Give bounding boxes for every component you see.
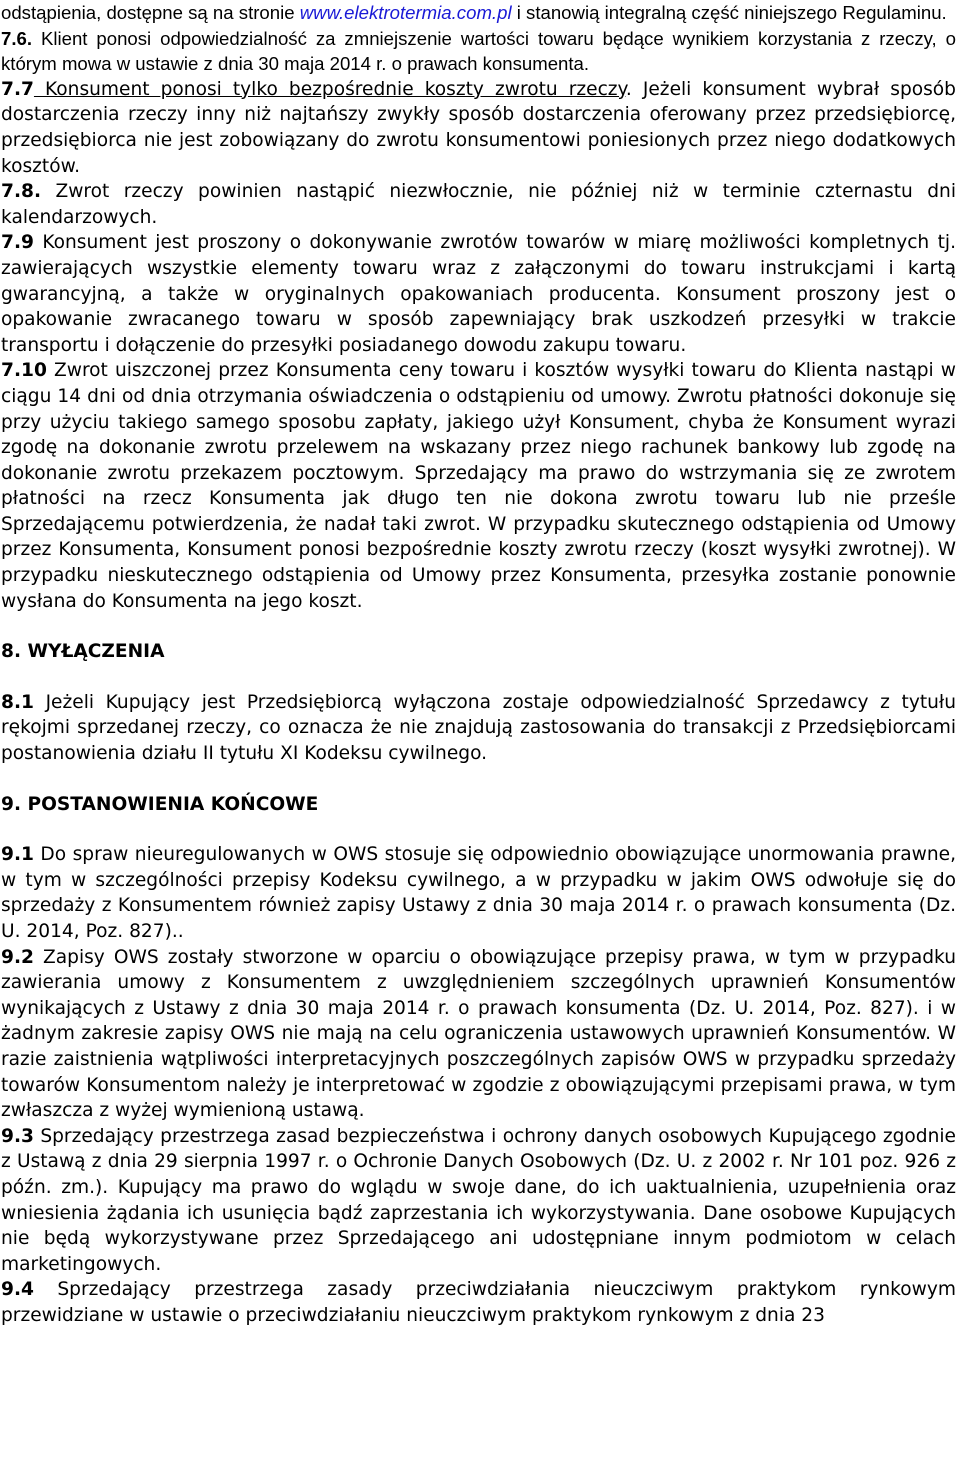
section-number-7-8: 7.8. xyxy=(1,181,42,203)
intro-text-before: odstąpienia, dostępne są na stronie xyxy=(1,2,300,23)
paragraph-9-1 xyxy=(1,842,956,944)
section-heading-8: 8. WYŁĄCZENIA xyxy=(1,641,165,663)
section-number-9-2: 9.2 xyxy=(1,946,34,968)
section-number-9-4: 9.4 xyxy=(1,1279,34,1301)
paragraph-9-4 xyxy=(1,1277,956,1328)
paragraph-9-4-text: Sprzedający przestrzega zasady przeciwdziałania nieuczciwym praktykom rynkowym przewidziane w ustawie o przeciwdziałaniu nieuczciwym praktykom rynkowym z dnia 23 xyxy=(1,1279,956,1326)
section-heading-9: 9. POSTANOWIENIA KOŃCOWE xyxy=(1,793,319,815)
paragraph-7-10 xyxy=(1,358,956,614)
paragraph-7-9-text: Konsument jest proszony o dokonywanie zwrotów towarów w miarę możliwości kompletnych tj. zawierających wszystkie elementy towaru wraz z załączonymi do towaru instrukcjami i kartą gwarancyjną, a także w oryginalnych opakowaniach producenta. Konsument proszony jest o opakowanie zwracanego towaru w sposób zapewniający brak uszkodzeń przesyłki w trakcie transportu i dołączenie do przesyłki posiadanego dowodu zakupu towaru. xyxy=(1,232,956,356)
paragraph-9-1-text: Do spraw nieuregulowanych w OWS stosuje się odpowiednio obowiązujące unormowania prawne, w tym w szczególności przepisy Kodeksu cywilnego, a w przypadku w jakim OWS odwołuje się do sprzedaży z Konsumentem również zapisy Ustawy z dnia 30 maja 2014 r. o prawach konsumenta (Dz. U. 2014, Poz. 827).. xyxy=(1,844,956,942)
paragraph-7-7-underlined: Konsument ponosi tylko bezpośrednie koszty zwrotu rzeczy xyxy=(33,78,626,100)
intro-text-after: i stanowią integralną część niniejszego Regulaminu. xyxy=(511,2,947,23)
paragraph-7-7 xyxy=(1,77,956,179)
section-number-7-7: 7.7 xyxy=(1,78,34,100)
paragraph-7-10-text: Zwrot uiszczonej przez Konsumenta ceny towaru i kosztów wysyłki towaru do Klienta nastąpi w ciągu 14 dni od dnia otrzymania oświadczenia o odstąpieniu od umowy. Zwrotu płatności dokonuje się przy użyciu takiego samego sposobu zapłaty, jakiego użył Konsument, chyba że Konsument wyrazi zgodę na dokonanie zwrotu przelewem na wskazany przez niego rachunek bankowy lub zgodę na dokonanie zwrotu przekazem pocztowym. Sprzedający ma prawo do wstrzymania się ze zwrotem płatności na rzecz Konsumenta jak długo ten nie dokona zwrotu towaru lub nie prześle Sprzedającemu potwierdzenia, że nadał taki zwrot. W przypadku skutecznego odstąpienia od Umowy przez Konsumenta, Konsument ponosi bezpośrednie koszty zwrotu rzeczy (koszt wysyłki zwrotnej). W przypadku nieskutecznego odstąpienia od Umowy przez Konsumenta, przesyłka zostanie ponownie wysłana do Konsumenta na jego koszt. xyxy=(1,360,956,612)
paragraph-7-9 xyxy=(1,230,956,358)
paragraph-7-6-text: Klient ponosi odpowiedzialność za zmniejszenie wartości towaru będące wynikiem korzystania z rzeczy, o którym mowa w ustawie z dnia 30 maja 2014 r. o prawach konsumenta. xyxy=(1,27,956,75)
paragraph-8-1-text: Jeżeli Kupujący jest Przedsiębiorcą wyłączona zostaje odpowiedzialność Sprzedawcy z tytułu rękojmi sprzedanej rzeczy, co oznacza że nie znajdują zastosowania do transakcji z Przedsiębiorcami postanowienia działu II tytułu XI Kodeksu cywilnego. xyxy=(1,691,956,765)
section-number-9-3: 9.3 xyxy=(1,1125,34,1147)
paragraph-9-2-text: Zapisy OWS zostały stworzone w oparciu o obowiązujące przepisy prawa, w tym w przypadku zawierania umowy z Konsumentem z uwzględnieniem szczególnych uprawnień Konsumentów wynikających z Ustawy z dnia 30 maja 2014 r. o prawach konsumenta (Dz. U. 2014, Poz. 827). i w żadnym zakresie zapisy OWS nie mają na celu ograniczenia ustawowych uprawnień Konsumentów. W razie zaistnienia wątpliwości interpretacyjnych poszczególnych zapisów OWS w przypadku sprzedaży towarów Konsumentom należy je interpretować w zgodzie z obowiązującymi przepisami prawa, w tym zwłaszcza z wyżej wymienioną ustawą. xyxy=(1,946,956,1122)
paragraph-7-7-text: . Jeżeli konsument wybrał sposób dostarczenia rzeczy inny niż najtańszy zwykły sposób dostarczenia oferowany przez przedsiębiorcę, przedsiębiorca nie jest zobowiązany do zwrotu konsumentowi poniesionych przez niego dodatkowych kosztów. xyxy=(1,78,956,177)
paragraph-7-8-text: Zwrot rzeczy powinien nastąpić niezwłocznie, nie później niż w terminie czternastu dni kalendarzowych. xyxy=(1,181,956,228)
website-link[interactable]: www.elektrotermia.com.pl xyxy=(299,2,512,23)
paragraph-7-8 xyxy=(1,179,956,230)
section-number-8-1: 8.1 xyxy=(1,691,34,713)
section-number-7-6: 7.6. xyxy=(1,27,33,49)
section-number-7-9: 7.9 xyxy=(1,232,34,254)
paragraph-8-1 xyxy=(1,690,956,767)
paragraph-7-6 xyxy=(1,26,956,77)
paragraph-9-2 xyxy=(1,945,956,1124)
section-number-9-1: 9.1 xyxy=(1,844,34,866)
paragraph-intro xyxy=(1,0,956,26)
section-number-7-10: 7.10 xyxy=(1,360,47,382)
paragraph-9-3-text: Sprzedający przestrzega zasad bezpieczeństwa i ochrony danych osobowych Kupującego zgodnie z Ustawą z dnia 29 sierpnia 1997 r. o Ochronie Danych Osobowych (Dz. U. z 2002 r. Nr 101 poz. 926 z późn. zm.). Kupujący ma prawo do wglądu w swoje dane, do ich uaktualnienia, uzupełnienia oraz wniesienia żądania ich usunięcia bądź zaprzestania ich wykorzystywania. Dane osobowe Kupujących nie będą wykorzystywane przez Sprzedającego ani udostępniane innym podmiotom w celach marketingowych. xyxy=(1,1125,956,1275)
paragraph-9-3 xyxy=(1,1124,956,1278)
